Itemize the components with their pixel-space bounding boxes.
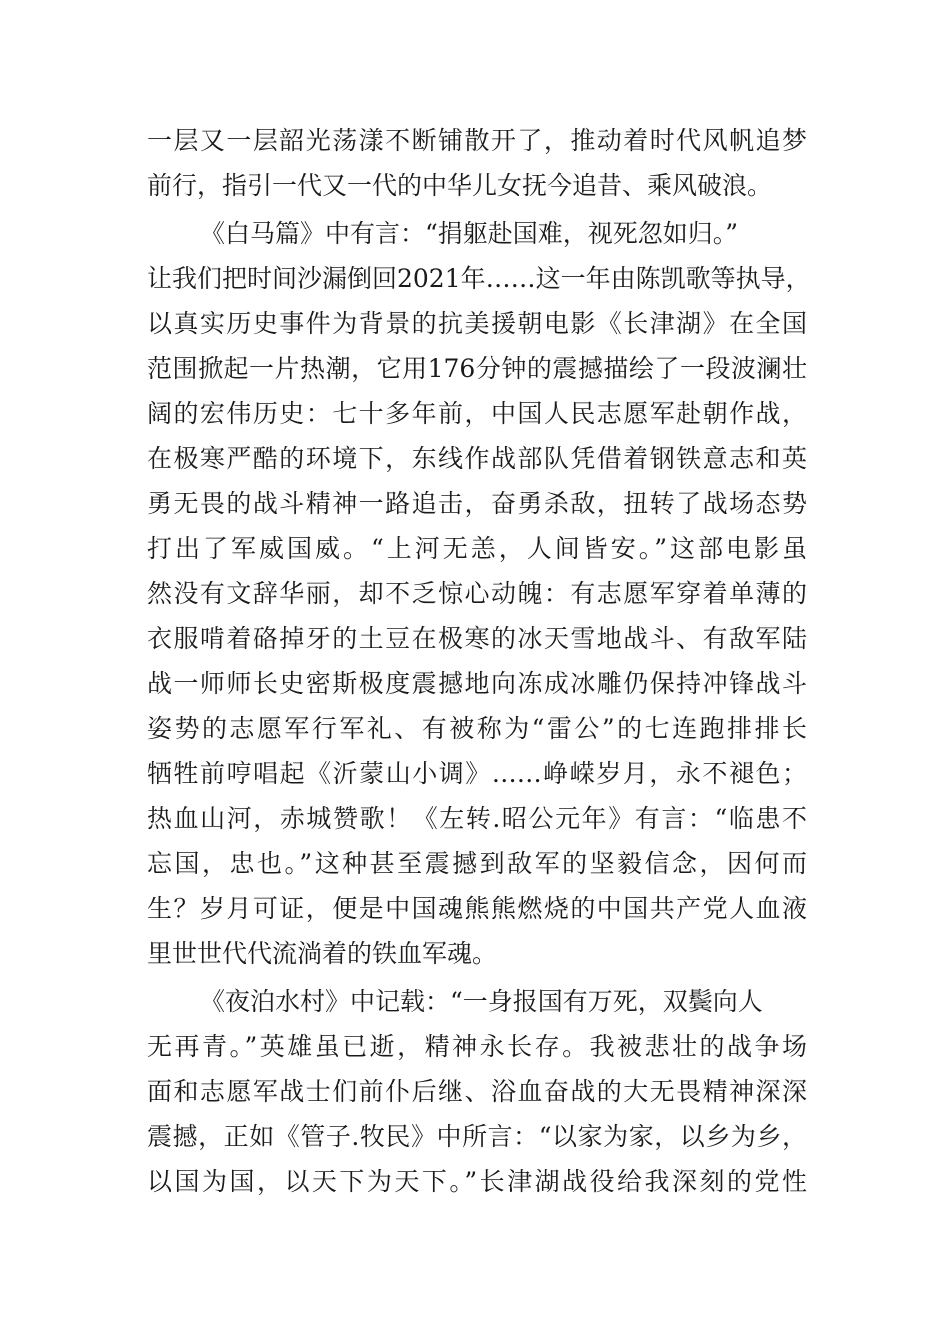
text-line: 里世世代代流淌着的铁血军魂。 [147, 939, 498, 968]
text-line: 前行，指引一代又一代的中华儿女抚今追昔、乘风破浪。 [147, 171, 773, 200]
text-line: 让我们把时间沙漏倒回2021年……这一年由陈凯歌等执导， [147, 264, 811, 293]
text-line: 在极寒严酷的环境下，东线作战部队凭借着钢铁意志和英 [147, 444, 807, 473]
text-line: 姿势的志愿军行军礼、有被称为“雷公”的七连跑排排长 [147, 714, 807, 743]
text-line: 以真实历史事件为背景的抗美援朝电影《长津湖》在全国 [147, 309, 807, 338]
text-line: 震撼，正如《管子.牧民》中所言：“以家为家，以乡为乡， [147, 1122, 807, 1151]
text-line: 战一师师长史密斯极度震撼地向冻成冰雕仍保持冲锋战斗 [147, 669, 807, 698]
paragraph-start-line: 《夜泊水村》中记载：“一身报国有万死，双鬓向人 [200, 987, 763, 1016]
text-line: 面和志愿军战士们前仆后继、浴血奋战的大无畏精神深深 [147, 1077, 807, 1106]
text-line: 以国为国，以天下为天下。”长津湖战役给我深刻的党性 [147, 1167, 807, 1196]
body-text [147, 118, 811, 1204]
text-line: 一层又一层韶光荡漾不断铺散开了，推动着时代风帆追梦 [147, 126, 807, 155]
text-line: 然没有文辞华丽，却不乏惊心动魄：有志愿军穿着单薄的 [147, 579, 807, 608]
text-line: 范围掀起一片热潮，它用176分钟的震撼描绘了一段波澜壮 [147, 354, 807, 383]
text-line: 牺牲前哼唱起《沂蒙山小调》……峥嵘岁月，永不褪色； [147, 759, 807, 788]
text-line: 忘国，忠也。”这种甚至震撼到敌军的坚毅信念，因何而 [147, 849, 807, 878]
text-line: 阔的宏伟历史：七十多年前，中国人民志愿军赴朝作战， [147, 399, 807, 428]
text-line: 无再青。”英雄虽已逝，精神永长存。我被悲壮的战争场 [147, 1032, 807, 1061]
text-line: 热血山河，赤城赞歌！《左转.昭公元年》有言：“临患不 [147, 804, 807, 833]
text-line: 打出了军威国威。“上河无恙，人间皆安。”这部电影虽 [147, 534, 807, 563]
text-line: 生？岁月可证，便是中国魂熊熊燃烧的中国共产党人血液 [147, 894, 807, 923]
paragraph-start-line: 《白马篇》中有言：“捐躯赴国难，视死忽如归。” [200, 219, 739, 248]
text-line: 衣服啃着硌掉牙的土豆在极寒的冰天雪地战斗、有敌军陆 [147, 624, 807, 653]
text-line: 勇无畏的战斗精神一路追击，奋勇杀敌，扭转了战场态势 [147, 489, 807, 518]
